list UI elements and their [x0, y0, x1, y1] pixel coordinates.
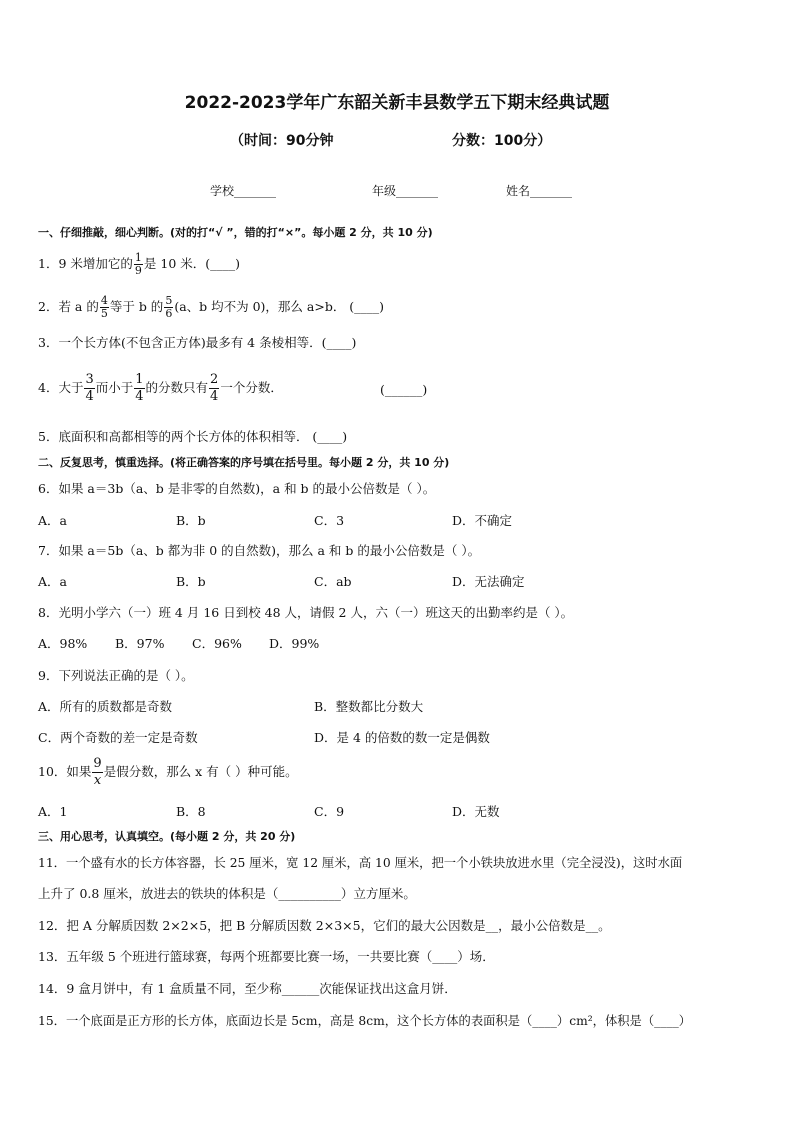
fraction: $\frac{5}{6}$	[165, 294, 173, 320]
q4-answer-blank: (______)	[380, 382, 428, 397]
section-3-heading: 三、用心思考，认真填空。(每小题 2 分，共 20 分)	[38, 830, 296, 843]
question-1	[38, 252, 240, 277]
question-13: 13．五年级 5 个班进行篮球赛，每两个班都要比赛一场，一共要比赛（____）场．	[38, 949, 495, 964]
q7-option-a: A．a	[38, 574, 67, 589]
fraction: $\frac{4}{5}$	[100, 294, 108, 320]
exam-time: （时间：90分钟	[230, 133, 334, 149]
section-2-heading: 二、反复思考，慎重选择。(将正确答案的序号填在括号里。每小题 2 分，共 10 分)	[38, 456, 450, 469]
q7-option-b: B．b	[176, 574, 206, 589]
q9-option-b: B．整数都比分数大	[314, 699, 424, 714]
q9-option-a: A．所有的质数都是奇数	[38, 699, 173, 714]
q10-option-b: B．8	[176, 804, 206, 819]
question-3: 3．一个长方体(不包含正方体)最多有 4 条棱相等．(____)	[38, 335, 357, 350]
fraction: $\frac{2}{4}$	[210, 372, 219, 404]
fraction: $\frac{3}{4}$	[85, 372, 94, 404]
q8-option-a: A．98%	[38, 636, 88, 651]
q10-option-c: C．9	[314, 804, 345, 819]
q10-option-d: D．无数	[452, 804, 500, 819]
q6-option-c: C．3	[314, 513, 345, 528]
q9-option-d: D．是 4 的倍数的数一定是偶数	[314, 730, 490, 745]
q7-option-c: C．ab	[314, 574, 352, 589]
question-11-line-2: 上升了 0.8 厘米，放进去的铁块的体积是（__________）立方厘米。	[38, 886, 416, 901]
exam-title: 2022-2023学年广东韶关新丰县数学五下期末经典试题	[184, 93, 610, 113]
question-6: 6．如果 a＝3b（a、b 是非零的自然数)，a 和 b 的最小公倍数是（ ）。	[38, 481, 436, 496]
fraction: $\frac{1}{9}$	[134, 251, 142, 277]
question-5: 5．底面积和高都相等的两个长方体的体积相等． (____)	[38, 429, 348, 444]
question-11-line-1: 11．一个盛有水的长方体容器，长 25 厘米，宽 12 厘米，高 10 厘米，把一个小铁块放进水里（完全浸没)，这时水面	[38, 856, 683, 870]
q1-text-b: 是 10 米．(____)	[143, 256, 240, 271]
question-7: 7．如果 a＝5b（a、b 都为非 0 的自然数)，那么 a 和 b 的最小公倍数是（ ）。	[38, 543, 481, 558]
question-15: 15．一个底面是正方形的长方体，底面边长是 5cm，高是 8cm，这个长方体的表面积是（____）cm²，体积是（____）	[38, 1014, 692, 1028]
fraction: $\frac{9}{x}$	[93, 756, 102, 788]
school-field: 学校_______	[210, 184, 277, 198]
q8-option-c: C．96%	[192, 636, 242, 651]
q6-option-b: B．b	[176, 513, 206, 528]
q6-option-a: A．a	[38, 513, 67, 528]
question-12: 12．把 A 分解质因数 2×2×5，把 B 分解质因数 2×3×5，它们的最大公因数是__，最小公倍数是__。	[38, 918, 611, 933]
question-9: 9．下列说法正确的是（ ）。	[38, 668, 194, 683]
question-10: 10．如果 $\frac{9}{x}$ 是假分数，那么 x 有（ ）种可能。	[38, 756, 298, 788]
q7-option-d: D．无法确定	[452, 574, 525, 589]
section-1-heading: 一、仔细推敲，细心判断。(对的打“√ ”，错的打“×”。每小题 2 分，共 10 分)	[38, 226, 433, 239]
question-8: 8．光明小学六（一）班 4 月 16 日到校 48 人，请假 2 人，六（一）班这天的出勤率约是（ ）。	[38, 605, 574, 620]
q10-option-a: A．1	[38, 804, 68, 819]
q9-option-c: C．两个奇数的差一定是奇数	[38, 730, 198, 745]
question-14: 14．9 盒月饼中，有 1 盒质量不同，至少称______次能保证找出这盒月饼．	[38, 981, 457, 996]
q8-option-d: D．99%	[269, 636, 320, 651]
exam-score: 分数：100分）	[452, 133, 552, 149]
grade-field: 年级_______	[372, 184, 439, 198]
q6-option-d: D．不确定	[452, 513, 513, 528]
fraction: $\frac{1}{4}$	[135, 372, 144, 404]
name-field: 姓名_______	[506, 184, 573, 198]
question-2: 2．若 a 的 $\frac{4}{5}$ 等于 b 的 $\frac{5}{6}$ (a、b 均不为 0)，那么 a>b． (____)	[38, 294, 385, 320]
q8-option-b: B．97%	[115, 636, 165, 651]
q1-text-a: 1．9 米增加它的	[38, 256, 133, 271]
question-4: 4．大于 $\frac{3}{4}$ 而小于 $\frac{1}{4}$ 的分数只有 $\frac{2}{4}$ 一个分数．	[38, 372, 283, 404]
